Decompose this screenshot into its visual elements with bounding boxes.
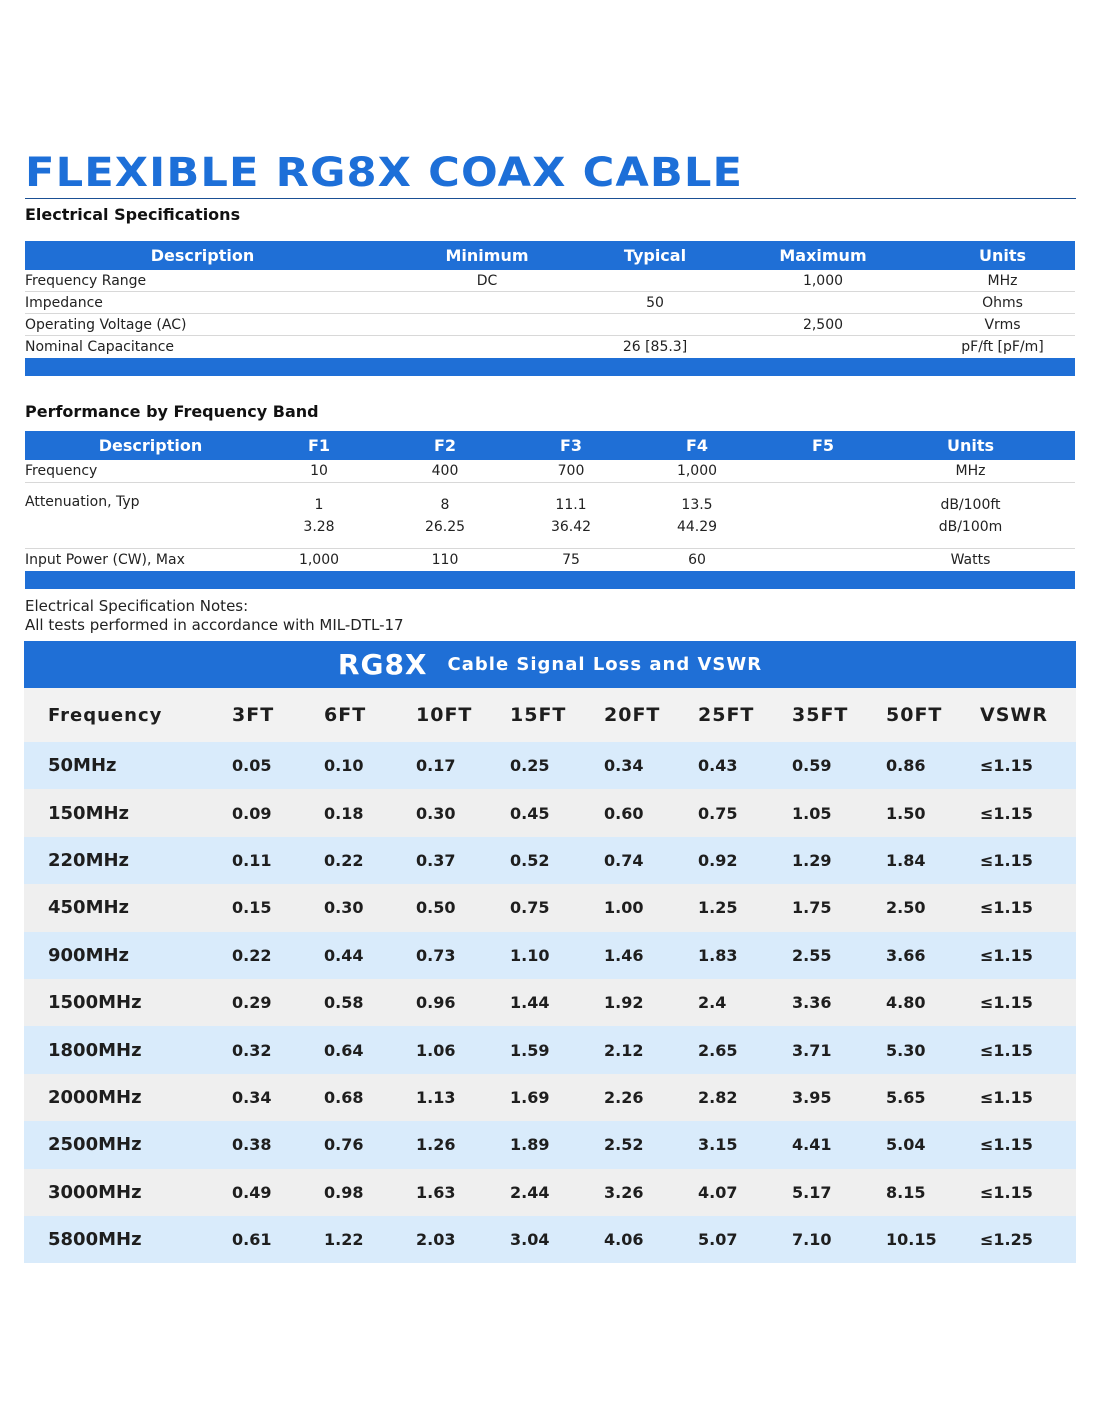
loss-cell: 1.05 (792, 803, 832, 823)
table-row (24, 789, 1076, 836)
loss-table-body (24, 742, 1076, 1263)
loss-cell: 0.60 (604, 803, 644, 823)
loss-cell: 0.05 (232, 756, 272, 776)
loss-cell: 5.04 (886, 1135, 926, 1155)
loss-cell: 1.69 (510, 1087, 550, 1107)
table-row (24, 1121, 1076, 1168)
loss-cell: ≤1.25 (980, 1230, 1033, 1250)
table-row (25, 336, 1075, 358)
attenuation-m-units: dB/100m (938, 519, 1003, 535)
column-header-description: Description (98, 436, 203, 455)
loss-cell: 0.50 (416, 898, 456, 918)
loss-cell: 8.15 (886, 1182, 926, 1202)
table-row (24, 837, 1076, 884)
loss-cell: 1.84 (886, 850, 926, 870)
row-maximum: 1,000 (802, 272, 844, 289)
loss-cell: 5.65 (886, 1087, 926, 1107)
loss-cell: 0.58 (324, 993, 364, 1013)
loss-cell: 2.44 (510, 1182, 550, 1202)
value-f1 (276, 494, 362, 538)
frequency-cell: 3000MHz (48, 1181, 142, 1203)
loss-cell: ≤1.15 (980, 850, 1033, 870)
value-f1: 1,000 (298, 552, 340, 568)
loss-cell: 2.4 (698, 993, 727, 1013)
table-row (25, 314, 1075, 336)
column-header-f3: F3 (559, 436, 583, 455)
loss-cell: 1.26 (416, 1135, 456, 1155)
loss-cell: 0.17 (416, 756, 456, 776)
loss-cell: 3.36 (792, 993, 832, 1013)
loss-cell: 0.34 (232, 1087, 272, 1107)
loss-cell: 1.10 (510, 945, 550, 965)
row-units: MHz (987, 272, 1018, 289)
loss-cell: 1.83 (698, 945, 738, 965)
attenuation-ft: 13.5 (681, 497, 713, 513)
column-header-units: Units (946, 436, 995, 455)
title-divider (25, 198, 1076, 199)
loss-cell: 5.30 (886, 1040, 926, 1060)
performance-table (25, 431, 1075, 589)
row-description: Frequency (25, 463, 98, 479)
loss-cell: 0.15 (232, 898, 272, 918)
value-f3: 75 (562, 552, 580, 568)
table-row (24, 1026, 1076, 1073)
row-description: Frequency Range (25, 272, 147, 289)
loss-cell: 1.29 (792, 850, 832, 870)
loss-cell: 0.32 (232, 1040, 272, 1060)
loss-cell: 0.29 (232, 993, 272, 1013)
signal-loss-table (24, 641, 1076, 1263)
loss-cell: 2.82 (698, 1087, 738, 1107)
electrical-spec-table (25, 241, 1075, 376)
attenuation-m: 26.25 (424, 519, 466, 535)
column-header-frequency: Frequency (48, 704, 163, 726)
loss-cell: 0.52 (510, 850, 550, 870)
value-f3: 700 (557, 463, 585, 479)
column-header-6ft: 6FT (324, 704, 367, 726)
loss-cell: 0.76 (324, 1135, 364, 1155)
frequency-cell: 450MHz (48, 897, 130, 919)
row-units: Vrms (984, 316, 1021, 333)
loss-cell: ≤1.15 (980, 1135, 1033, 1155)
table-row (24, 742, 1076, 789)
table-header (25, 241, 1075, 270)
frequency-cell: 5800MHz (48, 1229, 142, 1251)
loss-cell: 0.37 (416, 850, 456, 870)
frequency-cell: 2000MHz (48, 1086, 142, 1108)
value-f4 (614, 494, 780, 538)
loss-cell: 4.07 (698, 1182, 738, 1202)
loss-cell: 0.25 (510, 756, 550, 776)
frequency-row (25, 460, 1075, 483)
loss-cell: ≤1.15 (980, 803, 1033, 823)
frequency-cell: 150MHz (48, 802, 130, 824)
attenuation-ft: 1 (314, 497, 324, 513)
column-header-vswr: VSWR (980, 704, 1048, 726)
loss-table-banner (24, 641, 1076, 688)
loss-cell: 0.10 (324, 756, 364, 776)
loss-cell: 0.44 (324, 945, 364, 965)
column-header-15ft: 15FT (510, 704, 567, 726)
loss-cell: ≤1.15 (980, 993, 1033, 1013)
loss-cell: ≤1.15 (980, 898, 1033, 918)
loss-cell: 0.64 (324, 1040, 364, 1060)
row-units: Watts (950, 552, 991, 568)
row-minimum: DC (476, 272, 498, 289)
loss-cell: 1.00 (604, 898, 644, 918)
row-typical: 26 [85.3] (622, 339, 688, 355)
loss-cell: ≤1.15 (980, 1040, 1033, 1060)
row-units: pF/ft [pF/m] (961, 339, 1044, 355)
value-f1: 10 (310, 463, 328, 479)
loss-cell: 0.30 (416, 803, 456, 823)
column-header-f2: F2 (433, 436, 457, 455)
column-header-20ft: 20FT (604, 704, 661, 726)
table-footer-bar (25, 358, 1075, 376)
loss-cell: 0.61 (232, 1230, 272, 1250)
loss-cell: 3.15 (698, 1135, 738, 1155)
row-units: Ohms (982, 294, 1023, 311)
loss-cell: 1.06 (416, 1040, 456, 1060)
loss-cell: ≤1.15 (980, 945, 1033, 965)
loss-cell: 5.07 (698, 1230, 738, 1250)
value-f2: 110 (431, 552, 459, 568)
frequency-cell: 2500MHz (48, 1134, 142, 1156)
value-f2: 400 (431, 463, 459, 479)
notes-text: All tests performed in accordance with MIL-DTL-17 (25, 616, 404, 634)
loss-cell: 0.86 (886, 756, 926, 776)
electrical-spec-heading: Electrical Specifications (25, 205, 241, 224)
loss-cell: 4.06 (604, 1230, 644, 1250)
loss-cell: 1.89 (510, 1135, 550, 1155)
loss-cell: 1.25 (698, 898, 738, 918)
table-row (24, 979, 1076, 1026)
input-power-row (25, 549, 1075, 571)
loss-cell: 0.59 (792, 756, 832, 776)
loss-cell: 0.22 (232, 945, 272, 965)
loss-cell: 4.80 (886, 993, 926, 1013)
loss-cell: 0.38 (232, 1135, 272, 1155)
row-description: Attenuation, Typ (25, 494, 140, 510)
column-header-units: Units (978, 246, 1027, 265)
row-description: Impedance (25, 294, 103, 311)
loss-cell: 1.50 (886, 803, 926, 823)
attenuation-m: 36.42 (550, 519, 592, 535)
loss-cell: 0.34 (604, 756, 644, 776)
loss-cell: 0.09 (232, 803, 272, 823)
table-header (25, 431, 1075, 460)
loss-cell: 3.26 (604, 1182, 644, 1202)
value-f2 (362, 494, 528, 538)
loss-cell: 1.59 (510, 1040, 550, 1060)
loss-cell: 0.75 (698, 803, 738, 823)
banner-subtitle: Cable Signal Loss and VSWR (447, 654, 763, 675)
value-f4: 1,000 (676, 463, 718, 479)
loss-cell: 0.96 (416, 993, 456, 1013)
attenuation-ft-units: dB/100ft (940, 497, 1001, 513)
column-header-typical: Typical (623, 246, 687, 265)
loss-cell: 2.12 (604, 1040, 644, 1060)
loss-cell: 7.10 (792, 1230, 832, 1250)
row-description: Nominal Capacitance (25, 339, 175, 355)
loss-cell: 0.92 (698, 850, 738, 870)
loss-cell: 1.63 (416, 1182, 456, 1202)
table-row (24, 1216, 1076, 1263)
loss-cell: 0.73 (416, 945, 456, 965)
loss-cell: 3.04 (510, 1230, 550, 1250)
loss-cell: 1.92 (604, 993, 644, 1013)
row-units (866, 494, 1075, 538)
table-row (25, 292, 1075, 314)
column-header-f5: F5 (811, 436, 835, 455)
row-units: MHz (955, 463, 986, 479)
attenuation-m: 44.29 (676, 519, 718, 535)
loss-cell: 0.98 (324, 1182, 364, 1202)
loss-cell: 2.55 (792, 945, 832, 965)
loss-cell: 10.15 (886, 1230, 937, 1250)
loss-cell: 0.75 (510, 898, 550, 918)
value-f3 (528, 494, 614, 538)
row-description: Operating Voltage (AC) (25, 316, 187, 333)
loss-cell: 0.11 (232, 850, 272, 870)
loss-cell: 3.66 (886, 945, 926, 965)
loss-cell: 1.46 (604, 945, 644, 965)
frequency-cell: 1800MHz (48, 1039, 142, 1061)
attenuation-ft: 8 (440, 497, 450, 513)
frequency-cell: 220MHz (48, 849, 130, 871)
loss-cell: 2.50 (886, 898, 926, 918)
column-header-3ft: 3FT (232, 704, 275, 726)
loss-cell: ≤1.15 (980, 1087, 1033, 1107)
loss-cell: 2.03 (416, 1230, 456, 1250)
loss-cell: 0.18 (324, 803, 364, 823)
frequency-cell: 50MHz (48, 755, 117, 777)
column-header-minimum: Minimum (445, 246, 529, 265)
row-maximum: 2,500 (802, 316, 844, 333)
loss-cell: 0.74 (604, 850, 644, 870)
loss-cell: ≤1.15 (980, 1182, 1033, 1202)
loss-cell: 0.22 (324, 850, 364, 870)
loss-cell: 2.65 (698, 1040, 738, 1060)
attenuation-ft: 11.1 (555, 497, 587, 513)
loss-cell: 5.17 (792, 1182, 832, 1202)
table-row (24, 1169, 1076, 1216)
value-f4: 60 (688, 552, 706, 568)
loss-cell: 0.68 (324, 1087, 364, 1107)
loss-cell: 0.43 (698, 756, 738, 776)
attenuation-row (25, 483, 1075, 549)
loss-cell: 2.52 (604, 1135, 644, 1155)
page-title: FLEXIBLE RG8X COAX CABLE (25, 150, 744, 196)
column-header-description: Description (150, 246, 255, 265)
column-header-35ft: 35FT (792, 704, 849, 726)
performance-heading: Performance by Frequency Band (25, 402, 319, 421)
loss-cell: 3.95 (792, 1087, 832, 1107)
notes-heading: Electrical Specification Notes: (25, 597, 249, 615)
loss-cell: 0.30 (324, 898, 364, 918)
column-header-50ft: 50FT (886, 704, 943, 726)
frequency-cell: 900MHz (48, 944, 130, 966)
table-row (24, 884, 1076, 931)
spec-notes (25, 597, 404, 635)
loss-cell: 3.71 (792, 1040, 832, 1060)
column-header-f1: F1 (307, 436, 331, 455)
loss-cell: 4.41 (792, 1135, 832, 1155)
attenuation-m: 3.28 (303, 519, 335, 535)
loss-cell: 1.13 (416, 1087, 456, 1107)
table-row (24, 1074, 1076, 1121)
frequency-cell: 1500MHz (48, 992, 142, 1014)
table-row (24, 932, 1076, 979)
banner-model: RG8X (337, 648, 428, 681)
loss-table-header (24, 688, 1076, 742)
column-header-25ft: 25FT (698, 704, 755, 726)
column-header-10ft: 10FT (416, 704, 473, 726)
loss-cell: 0.45 (510, 803, 550, 823)
loss-cell: 1.75 (792, 898, 832, 918)
column-header-f4: F4 (685, 436, 709, 455)
loss-cell: ≤1.15 (980, 756, 1033, 776)
loss-cell: 0.49 (232, 1182, 272, 1202)
table-footer-bar (25, 571, 1075, 589)
column-header-maximum: Maximum (779, 246, 867, 265)
loss-cell: 2.26 (604, 1087, 644, 1107)
loss-cell: 1.44 (510, 993, 550, 1013)
row-description: Input Power (CW), Max (25, 552, 185, 568)
row-typical: 50 (646, 294, 664, 311)
loss-cell: 1.22 (324, 1230, 364, 1250)
table-row (25, 270, 1075, 292)
